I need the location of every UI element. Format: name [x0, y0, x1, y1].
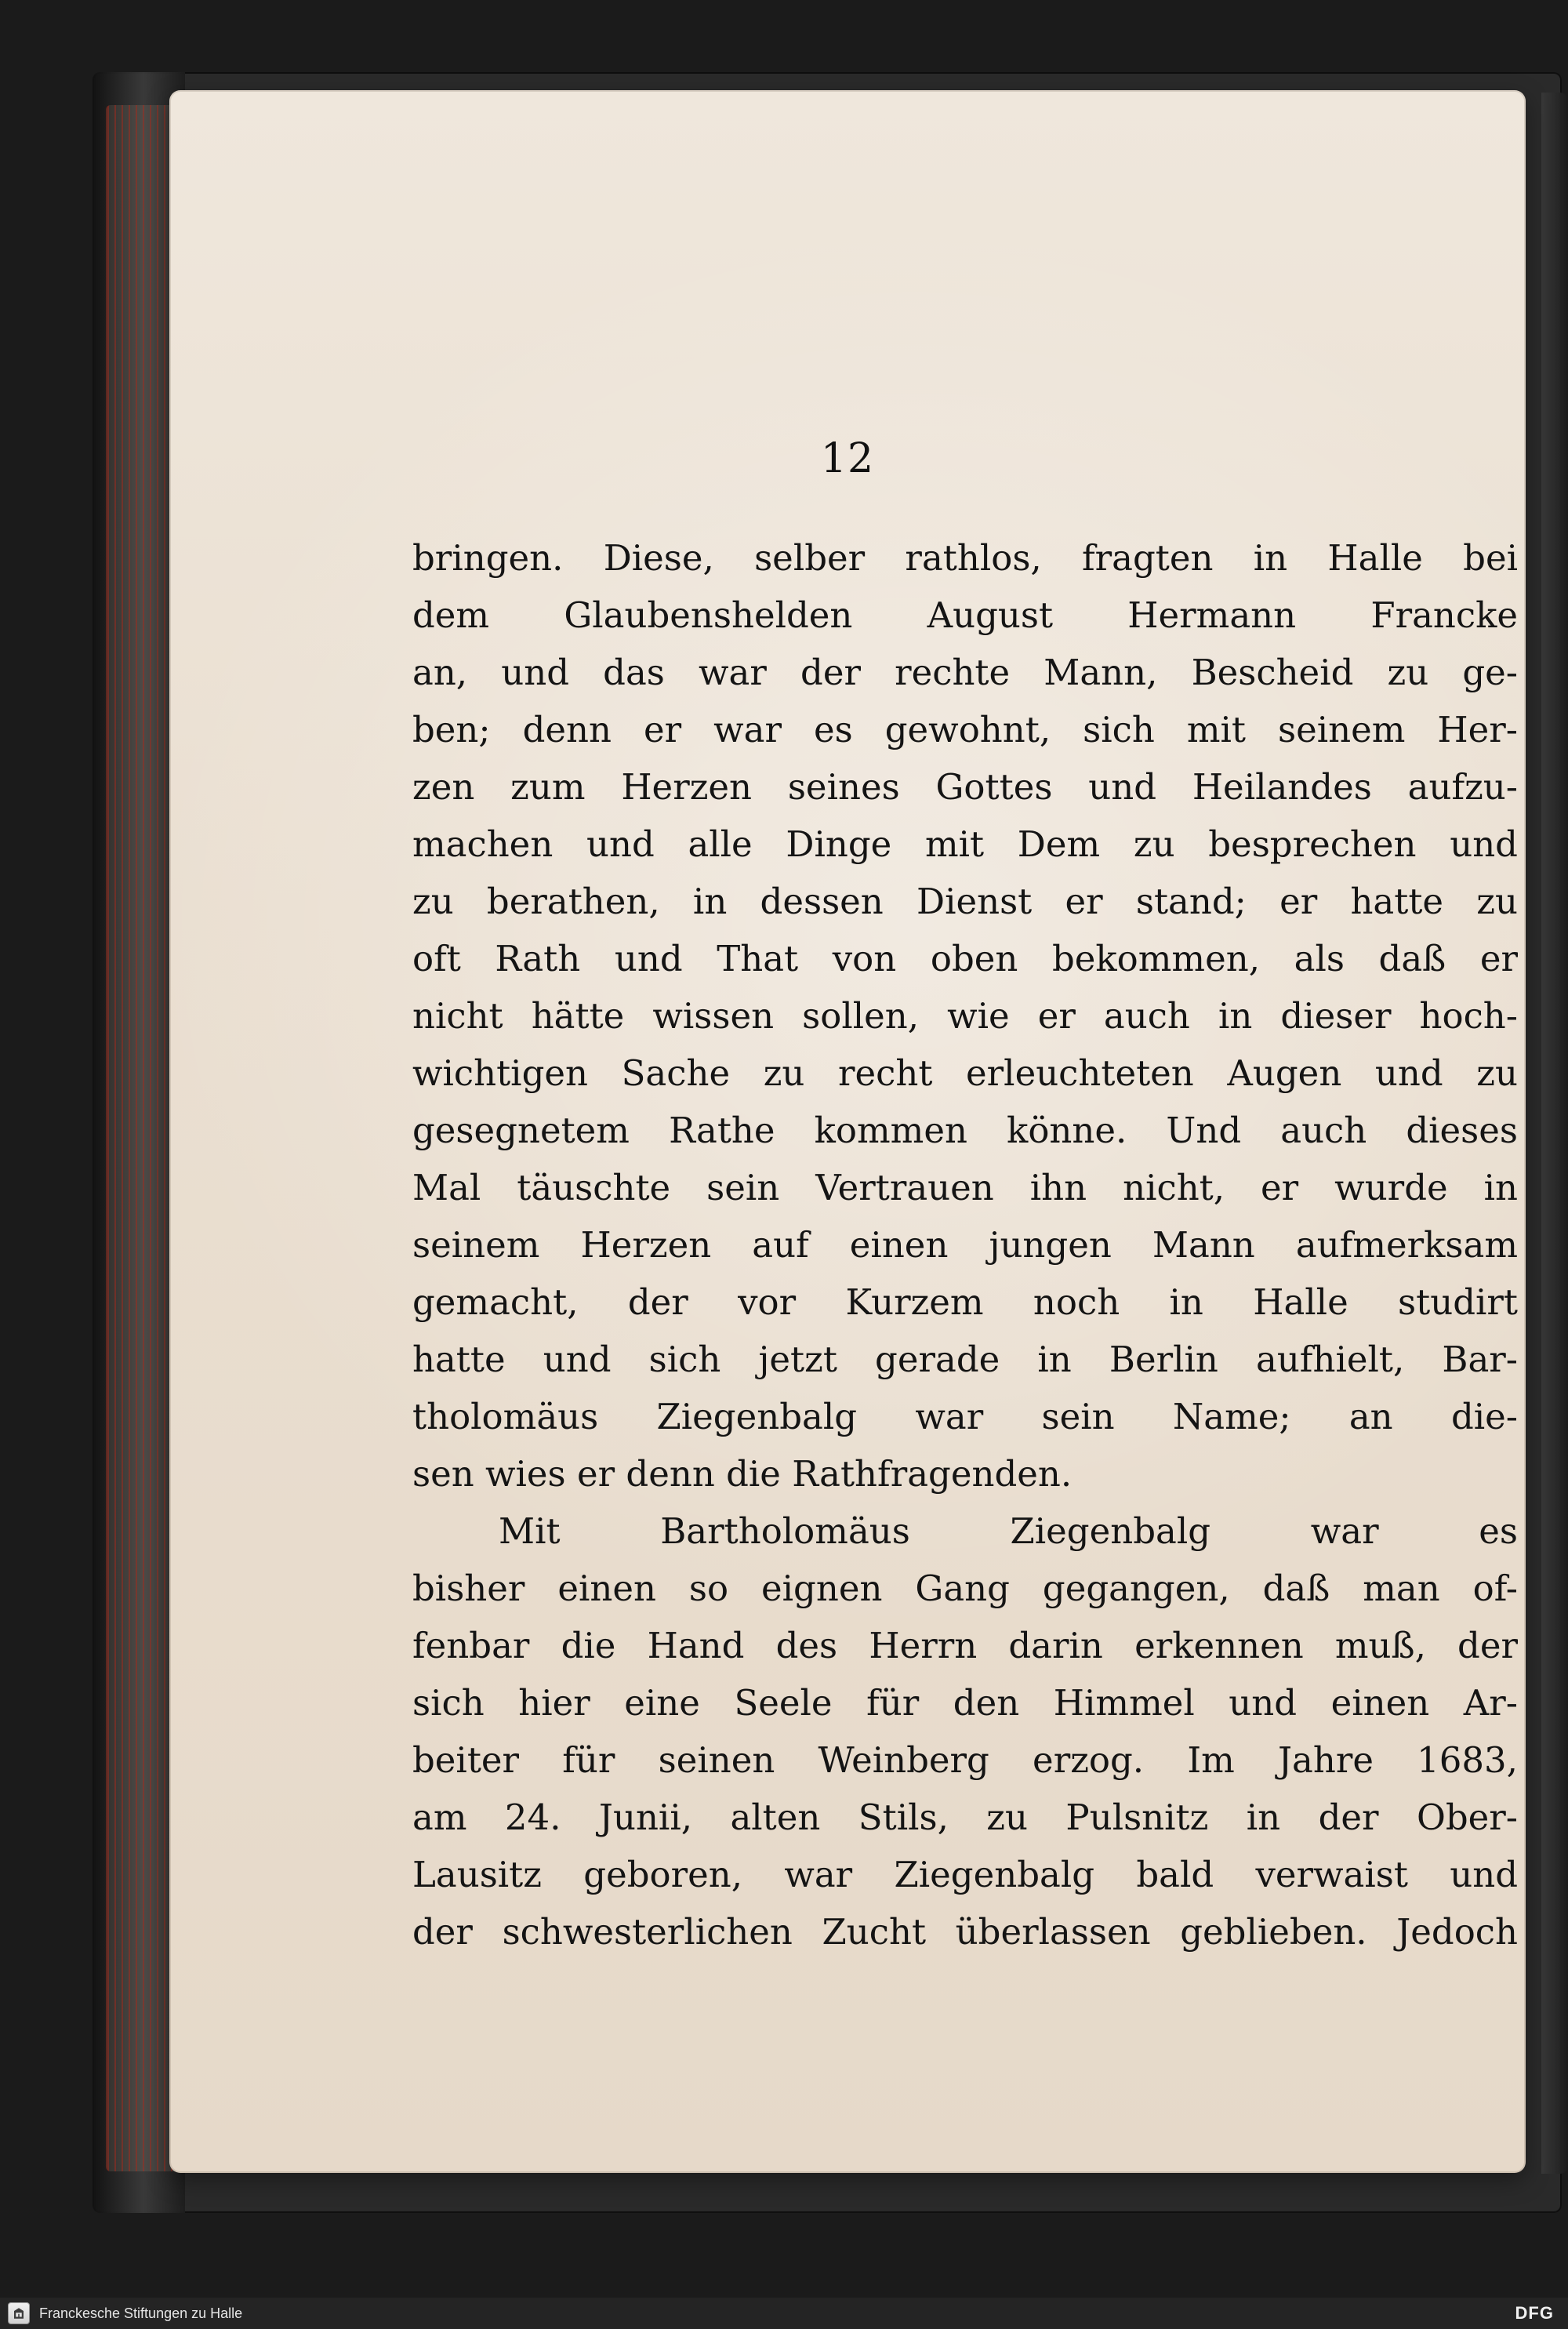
text-line: gemacht, der vor Kurzem noch in Halle studirt: [412, 1281, 1518, 1323]
text-line: zu berathen, in dessen Dienst er stand; er hatte zu: [412, 881, 1518, 922]
institution-name: Franckesche Stiftungen zu Halle: [39, 2305, 243, 2321]
viewer-footer: [0, 2298, 1568, 2329]
text-block: [412, 529, 1518, 1960]
text-line: wichtigen Sache zu recht erleuchteten Augen und zu: [412, 1052, 1518, 1094]
text-line: Mit Bartholomäus Ziegenbalg war es: [499, 1510, 1518, 1552]
text-line: ben; denn er war es gewohnt, sich mit seinem Her-: [412, 709, 1518, 750]
page-number: 12: [820, 435, 875, 482]
text-line: der schwesterlichen Zucht überlassen geblieben. Jedoch: [412, 1911, 1518, 1953]
text-line: am 24. Junii, alten Stils, zu Pulsnitz in der Ober-: [412, 1797, 1518, 1838]
text-line: seinem Herzen auf einen jungen Mann aufmerksam: [412, 1224, 1518, 1266]
text-line: nicht hätte wissen sollen, wie er auch in dieser hoch-: [412, 995, 1518, 1037]
institution-logo-icon: [8, 2302, 30, 2324]
footer-left: [8, 2302, 242, 2324]
book-page: [169, 90, 1526, 2173]
text-line: an, und das war der rechte Mann, Bescheid zu ge-: [412, 652, 1518, 693]
right-cover: [1541, 93, 1568, 2174]
text-line: zen zum Herzen seines Gottes und Heilandes aufzu-: [412, 766, 1518, 808]
text-line: dem Glaubenshelden August Hermann Francke: [412, 594, 1518, 636]
text-line: bringen. Diese, selber rathlos, fragten in Halle bei: [412, 537, 1518, 579]
text-line: beiter für seinen Weinberg erzog. Im Jahre 1683,: [412, 1739, 1518, 1781]
text-line: bisher einen so eignen Gang gegangen, daß man of-: [412, 1568, 1518, 1609]
text-line: gesegnetem Rathe kommen könne. Und auch dieses: [412, 1110, 1518, 1151]
text-line: tholomäus Ziegenbalg war sein Name; an die-: [412, 1396, 1518, 1437]
text-line: sich hier eine Seele für den Himmel und einen Ar-: [412, 1682, 1518, 1724]
text-line: machen und alle Dinge mit Dem zu besprechen und: [412, 823, 1518, 865]
page-edges: [106, 105, 180, 2171]
text-line: oft Rath und That von oben bekommen, als daß er: [412, 938, 1518, 979]
text-line: hatte und sich jetzt gerade in Berlin aufhielt, Bar-: [412, 1339, 1518, 1380]
text-line: fenbar die Hand des Herrn darin erkennen muß, der: [412, 1625, 1518, 1666]
text-line: Lausitz geboren, war Ziegenbalg bald verwaist und: [412, 1854, 1518, 1895]
text-line: sen wies er denn die Rathfragenden.: [412, 1453, 1073, 1495]
brand-label: DFG: [1515, 2303, 1554, 2323]
text-line: Mal täuschte sein Vertrauen ihn nicht, er wurde in: [412, 1167, 1518, 1208]
